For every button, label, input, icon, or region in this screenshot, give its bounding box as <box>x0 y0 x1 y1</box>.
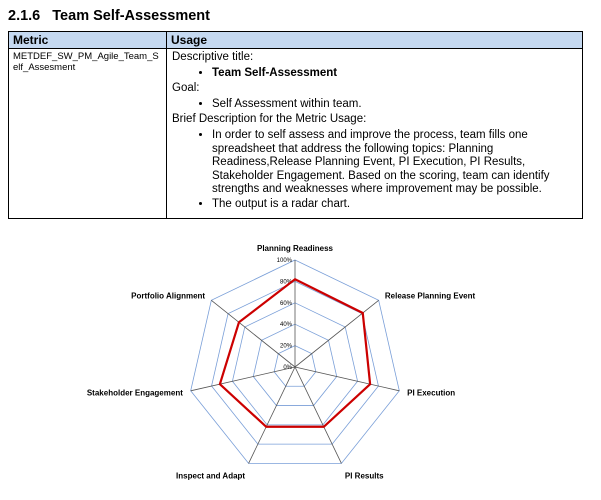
metric-column-header: Metric <box>9 32 167 49</box>
radar-tick-label: 100% <box>276 258 292 264</box>
radar-axis-label: Stakeholder Engagement <box>86 388 183 398</box>
goal-value: • Self Assessment within team. <box>212 98 577 112</box>
section-number: 2.1.6 <box>8 8 41 24</box>
brief-description-item: • The output is a radar chart. <box>212 198 577 212</box>
brief-description-list <box>172 129 577 212</box>
section-heading <box>8 8 210 24</box>
radar-axis-label: Planning Readiness <box>256 244 334 253</box>
descriptive-title-list <box>172 67 577 81</box>
goal-label: Goal: <box>172 82 200 95</box>
table-header-row <box>9 32 583 49</box>
brief-description-label: Brief Description for the Metric Usage: <box>172 113 367 126</box>
radar-spoke <box>249 367 295 463</box>
descriptive-title-label: Descriptive title: <box>172 51 254 63</box>
radar-axis-label: Release Planning Event <box>384 291 476 301</box>
radar-axis-label: PI Results <box>344 471 384 481</box>
radar-chart <box>0 234 601 500</box>
usage-cell <box>167 49 583 219</box>
radar-chart-svg <box>0 234 601 500</box>
radar-spoke <box>295 367 341 463</box>
section-title: Team Self-Assessment <box>52 8 210 24</box>
radar-tick-label: 40% <box>279 322 292 329</box>
metric-table <box>8 31 583 219</box>
metric-id-cell: METDEF_SW_PM_Agile_Team_Self_Assesment <box>9 49 167 219</box>
goal-list <box>172 98 577 112</box>
descriptive-title-value: • Team Self-Assessment <box>212 67 577 81</box>
radar-axis-label: Portfolio Alignment <box>131 291 206 301</box>
radar-tick-label: 80% <box>279 279 292 286</box>
usage-column-header: Usage <box>167 32 583 49</box>
radar-tick-label: 20% <box>279 343 292 350</box>
brief-description-item: • In order to self assess and improve the process, team fills one spreadsheet that address the following topics: Planning Readiness,Release Planning Event, PI Execution, PI Results, Stakeholder Engagement. Based on the scoring, team can identify strengths and weaknesses where improvement may be possible. <box>212 129 577 197</box>
radar-axis-label: Inspect and Adapt <box>176 471 246 481</box>
table-row <box>9 49 583 219</box>
radar-tick-label: 0% <box>283 365 292 371</box>
radar-axis-label: PI Execution <box>407 388 456 398</box>
radar-tick-label: 60% <box>279 300 292 307</box>
